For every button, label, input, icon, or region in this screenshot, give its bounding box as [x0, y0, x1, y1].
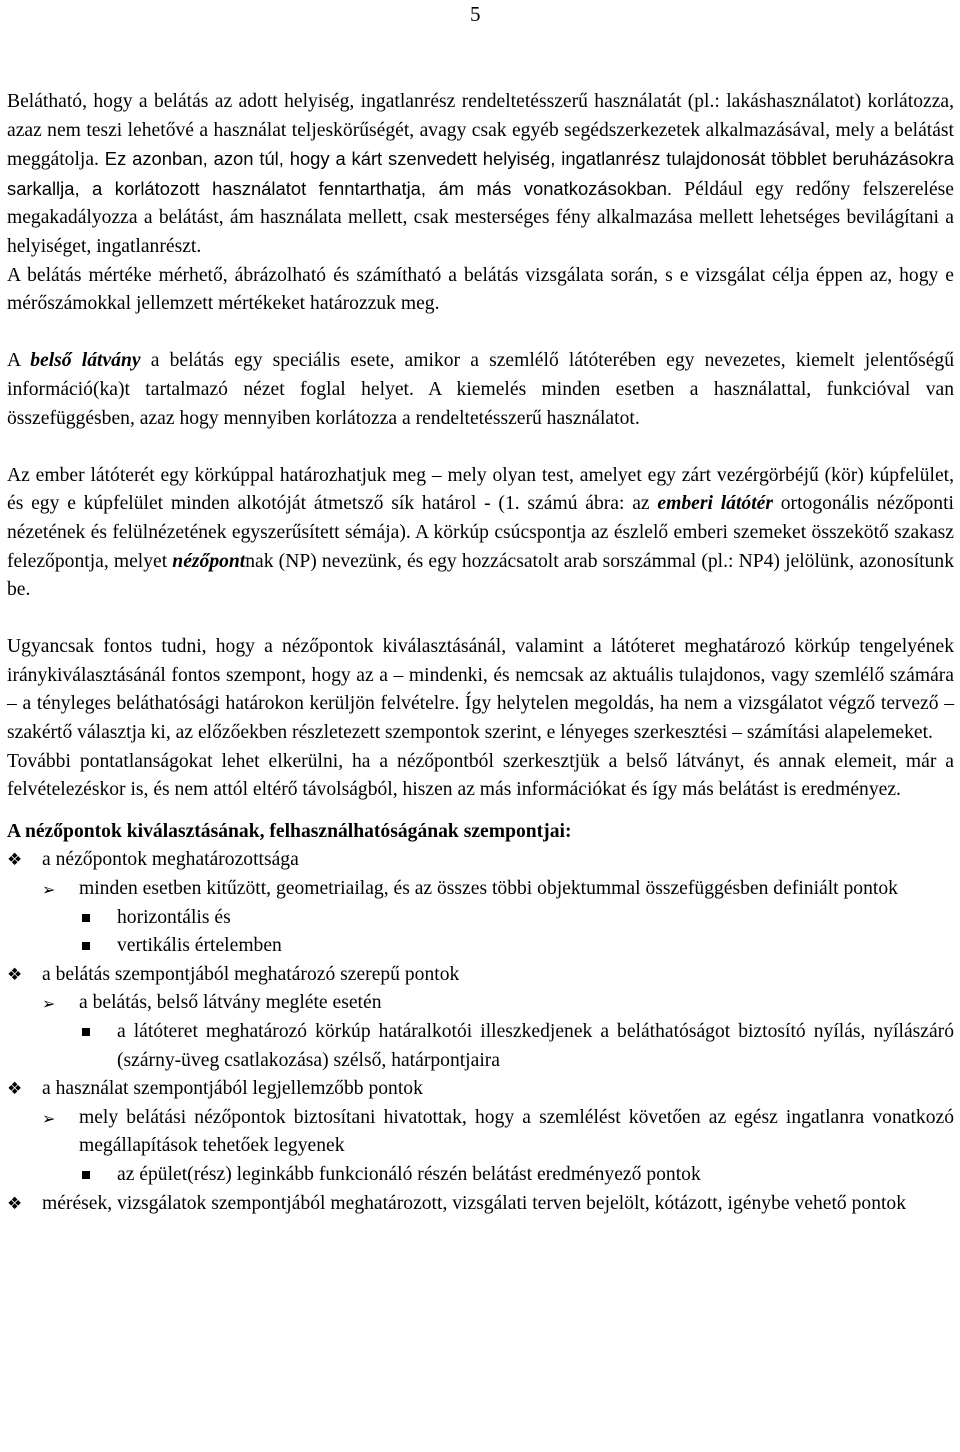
arrow-bullet-icon: ➢ — [42, 1108, 56, 1128]
criteria-list — [7, 846, 954, 1218]
square-bullet-icon — [82, 914, 90, 922]
list-item-text: a látóteret meghatározó körkúp határalkotói illeszkedjenek a beláthatóságot biztosító nyílás, nyílászáró (szárny-üveg csatlakozása) szélső, határpontjaira — [117, 1021, 954, 1071]
list-item-text: horizontális és — [117, 906, 231, 928]
diamond-bullet-icon: ❖ — [7, 850, 23, 871]
paragraph-belathatosag — [7, 88, 954, 262]
list-item-text: mérések, vizsgálatok szempontjából meghatározott, vizsgálati terven bejelölt, kótázott, igénybe vehető pontok — [42, 1192, 907, 1214]
list-item-level-2 — [7, 1104, 954, 1161]
arrow-bullet-icon: ➢ — [42, 880, 56, 900]
paragraph-nezopontok-kivalasztasa: Ugyancsak fontos tudni, hogy a nézőpontok kiválasztásánál, valamint a látóteret meghatározó körkúp tengelyének iránykiválasztásánál fontos szempont, hogy az a – mindenki, és nemcsak az aktuális tulajdonos, vagy szemlélő számára – a tényleges beláthatósági határokon kerüljön felvételre. Így helytelen megoldás, ha nem a vizsgálatot végző tervező – szakértő választja ki, az előzőekben részletezett szempontok szerint, e lényeges szerkesztési – számítási alapelemeket. — [7, 636, 954, 744]
square-bullet-icon — [82, 1028, 90, 1036]
diamond-bullet-icon: ❖ — [7, 964, 23, 985]
list-item-level-2 — [7, 875, 954, 904]
list-item-level-1 — [7, 961, 954, 990]
list-item-level-3 — [7, 932, 954, 961]
paragraph-latoter: Az ember látóterét egy körkúppal határozhatjuk meg – mely olyan test, amelyet egy zárt vezérgörbéjű (kör) kúpfelület, és egy e kúpfelület minden alkotóját átmetsző sík határol - (1. számú ábra: az emberi látótér ortogonális nézőponti nézetének és felülnézetének egyszerűsített sémája). A körkúp csúcspontja az észlelő emberi szemeket összekötő szakasz felezőpontja, melyet nézőpontnak (NP) nevezünk, és egy hozzácsatolt arab sorszámmal (pl.: NP4) jelölünk, azonosítunk be. — [7, 464, 954, 601]
term-emberi-latoter: emberi látótér — [657, 493, 773, 515]
list-item-text: mely belátási nézőpontok biztosítani hivatottak, hogy a szemlélést követően az egész ingatlanra vonatkozó megállapítások tehetőek legyenek — [79, 1106, 954, 1157]
list-item-text: a belátás szempontjából meghatározó szerepű pontok — [42, 963, 460, 985]
section-heading: A nézőpontok kiválasztásának, felhasználhatóságának szempontjai: — [7, 820, 572, 842]
paragraph-belathatosag-part-a: Belátható, hogy a belátás az adott helyiség, ingatlanrész rendeltetésszerű használatát (pl.: lakáshasználatot) korlátozza, azaz nem teszi lehetővé a használat teljeskörűségét, avagy csak egyéb segédszerkezetek alkalmazásával, mely a belátást meggátolja. — [7, 91, 954, 171]
list-item-level-1 — [7, 846, 954, 875]
list-item-text: vertikális értelemben — [117, 935, 282, 957]
list-item-text: a nézőpontok meghatározottsága — [42, 849, 299, 871]
arrow-bullet-icon: ➢ — [42, 994, 56, 1014]
paragraph-belatas-merteke: A belátás mértéke mérhető, ábrázolható és számítható a belátás vizsgálata során, s e vizsgálat célja éppen az, hogy e mérőszámokkal jellemzett mértékeket határozzuk meg. — [7, 264, 954, 315]
page-number: 5 — [470, 2, 481, 26]
list-item-level-3 — [7, 1018, 954, 1075]
paragraph-pontatlansagok: További pontatlanságokat lehet elkerülni, ha a nézőpontból szerkesztjük a belső látványt, és annak elemeit, már a felvételezéskor is, és nem attól eltérő távolságból, hiszen az más információkat és így más belátást is eredményez. — [7, 750, 954, 801]
list-item-text: minden esetben kitűzött, geometriailag, és az összes többi objektummal összefüggésben definiált pontok — [79, 878, 898, 900]
paragraph-belathatosag-part-c: Például egy redőny felszerelése megakadályozza a belátást, ám használata mellett, csak mesterséges fény alkalmazása mellett lehetséges bevilágítani a helyiséget, ingatlanrészt. — [7, 178, 954, 257]
list-item-level-2 — [7, 989, 954, 1018]
list-item-level-3 — [7, 904, 954, 933]
square-bullet-icon — [82, 1171, 90, 1179]
list-item-level-1 — [7, 1075, 954, 1104]
diamond-bullet-icon: ❖ — [7, 1193, 23, 1214]
document-body — [7, 88, 954, 1218]
paragraph-belathatosag-part-b: Ez azonban, azon túl, hogy a kárt szenvedett helyiség, ingatlanrész tulajdonosát többlet beruházásokra sarkallja, a korlátozott használatot fenntarthatja, ám más vonatkozásokban. — [7, 148, 954, 199]
diamond-bullet-icon: ❖ — [7, 1079, 23, 1100]
list-item-text: a használat szempontjából legjellemzőbb pontok — [42, 1078, 423, 1100]
list-item-level-1 — [7, 1190, 954, 1219]
term-belso-latvany: belső látvány — [30, 350, 141, 372]
list-item-text: az épület(rész) leginkább funkcionáló részén belátást eredményező pontok — [117, 1163, 701, 1185]
list-item-level-3 — [7, 1161, 954, 1190]
square-bullet-icon — [82, 942, 90, 950]
list-item-text: a belátás, belső látvány megléte esetén — [79, 992, 382, 1014]
term-nezopont: nézőpont — [172, 550, 246, 572]
paragraph-belso-latvany: A belső látvány a belátás egy speciális esete, amikor a szemlélő látóterében egy nevezetes, kiemelt jelentőségű információ(ka)t tartalmazó nézet foglal helyet. A kiemelés minden esetben a használattal, funkcióval van összefüggésben, azaz hogy mennyiben korlátozza a rendeltetésszerű használatot. — [7, 350, 954, 429]
